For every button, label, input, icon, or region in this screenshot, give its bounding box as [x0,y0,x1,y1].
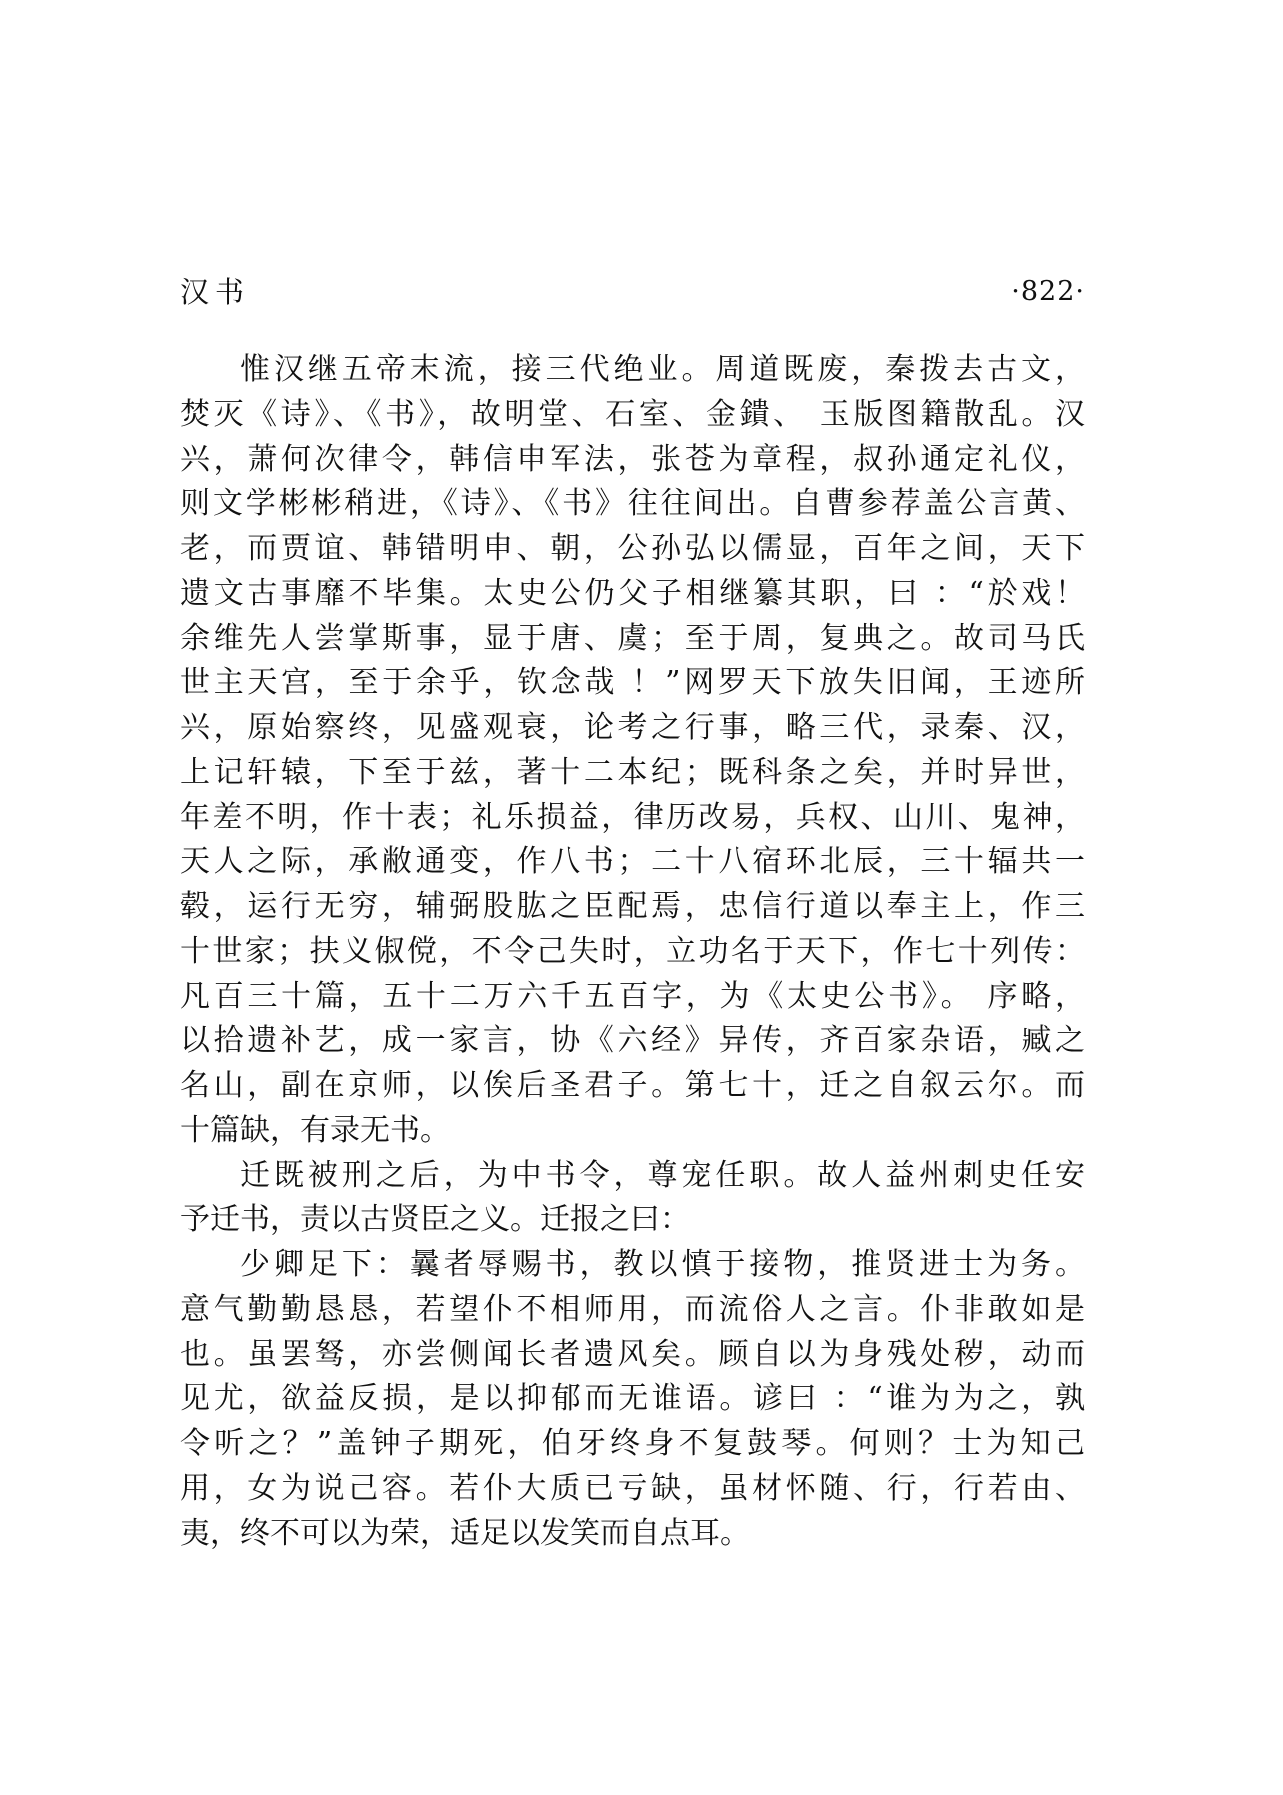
text-line: 予迁书，责以古贤臣之义。迁报之曰： [180,1202,690,1238]
text-line: 焚灭《诗》、《书》，故明堂、石室、金鐀、 玉版图籍散乱。汉 [180,396,1085,432]
text-line: 天人之际，承敝通变，作八书；二十八宿环北辰，三十辐共一 [180,844,1085,880]
text-line: 世主天宫，至于余乎，钦念哉 ！”网罗天下放失旧闻，王迹所 [180,665,1085,701]
text-line: 名山，副在京师，以俟后圣君子。第七十，迁之自叙云尔。而 [180,1068,1085,1103]
text-line: 兴，萧何次律令，韩信申军法，张苍为章程，叔孙通定礼仪， [180,441,1085,477]
paragraph-letter [180,1243,1085,1556]
text-line: 年差不明，作十表；礼乐损益，律历改易，兵权、山川、鬼神， [180,799,1085,835]
text-line: 也。虽罢驽，亦尝侧闻长者遗风矣。顾自以为身残处秽，动而 [180,1336,1085,1372]
text-line: 毂，运行无穷，辅弼股肱之臣配焉，忠信行道以奉主上，作三 [180,889,1085,924]
text-line: 凡百三十篇，五十二万六千五百字，为《太史公书》。 序略， [180,978,1085,1014]
text-line: 夷，终不可以为荣，适足以发笑而自点耳。 [180,1515,750,1551]
text-line: 余维先人尝掌斯事，显于唐、虞；至于周，复典之。故司马氏 [180,620,1085,656]
text-line: 意气勤勤恳恳，若望仆不相师用，而流俗人之言。仆非敢如是 [180,1291,1085,1327]
text-line: 遗文古事靡不毕集。太史公仍父子相继纂其职，曰 ：“於戏！ [180,575,1085,611]
text-line: 则文学彬彬稍进，《诗》、《书》往往间出。自曹参荐盖公言黄、 [180,486,1085,522]
text-line: 见尤，欲益反损，是以抑郁而无谁语。谚曰 ：“谁为为之，孰 [180,1381,1085,1417]
text-line: 少卿足下：曩者辱赐书，教以慎于接物，推贤进士为务。 [240,1247,1085,1282]
text-line: 以拾遗补艺，成一家言，协《六经》异传，齐百家杂语，臧之 [180,1023,1085,1059]
text-line: 惟汉继五帝末流，接三代绝业。周道既废，秦拨去古文， [240,352,1085,387]
paragraph-narrative [180,1154,1085,1244]
body-text [180,348,1085,1556]
running-header [180,272,1085,312]
text-line: 上记轩辕，下至于兹，著十二本纪；既科条之矣，并时异世， [180,754,1085,790]
book-title: 汉书 [180,275,251,309]
page-number: ·822· [1011,276,1085,307]
text-line: 十篇缺，有录无书。 [180,1112,450,1148]
text-line: 令听之？”盖钟子期死，伯牙终身不复鼓琴。何则？士为知己 [180,1426,1085,1461]
paragraph-intro [180,348,1085,1154]
text-line: 用，女为说己容。若仆大质已亏缺，虽材怀随、行，行若由、 [180,1470,1085,1506]
text-line: 迁既被刑之后，为中书令，尊宠任职。故人益州刺史任安 [240,1157,1085,1193]
text-line: 老，而贾谊、韩错明申、朝，公孙弘以儒显，百年之间，天下 [180,531,1085,566]
text-line: 兴，原始察终，见盛观衰，论考之行事，略三代，录秦、汉， [180,710,1085,745]
text-line: 十世家；扶义俶傥，不令己失时，立功名于天下，作七十列传： [180,933,1085,969]
